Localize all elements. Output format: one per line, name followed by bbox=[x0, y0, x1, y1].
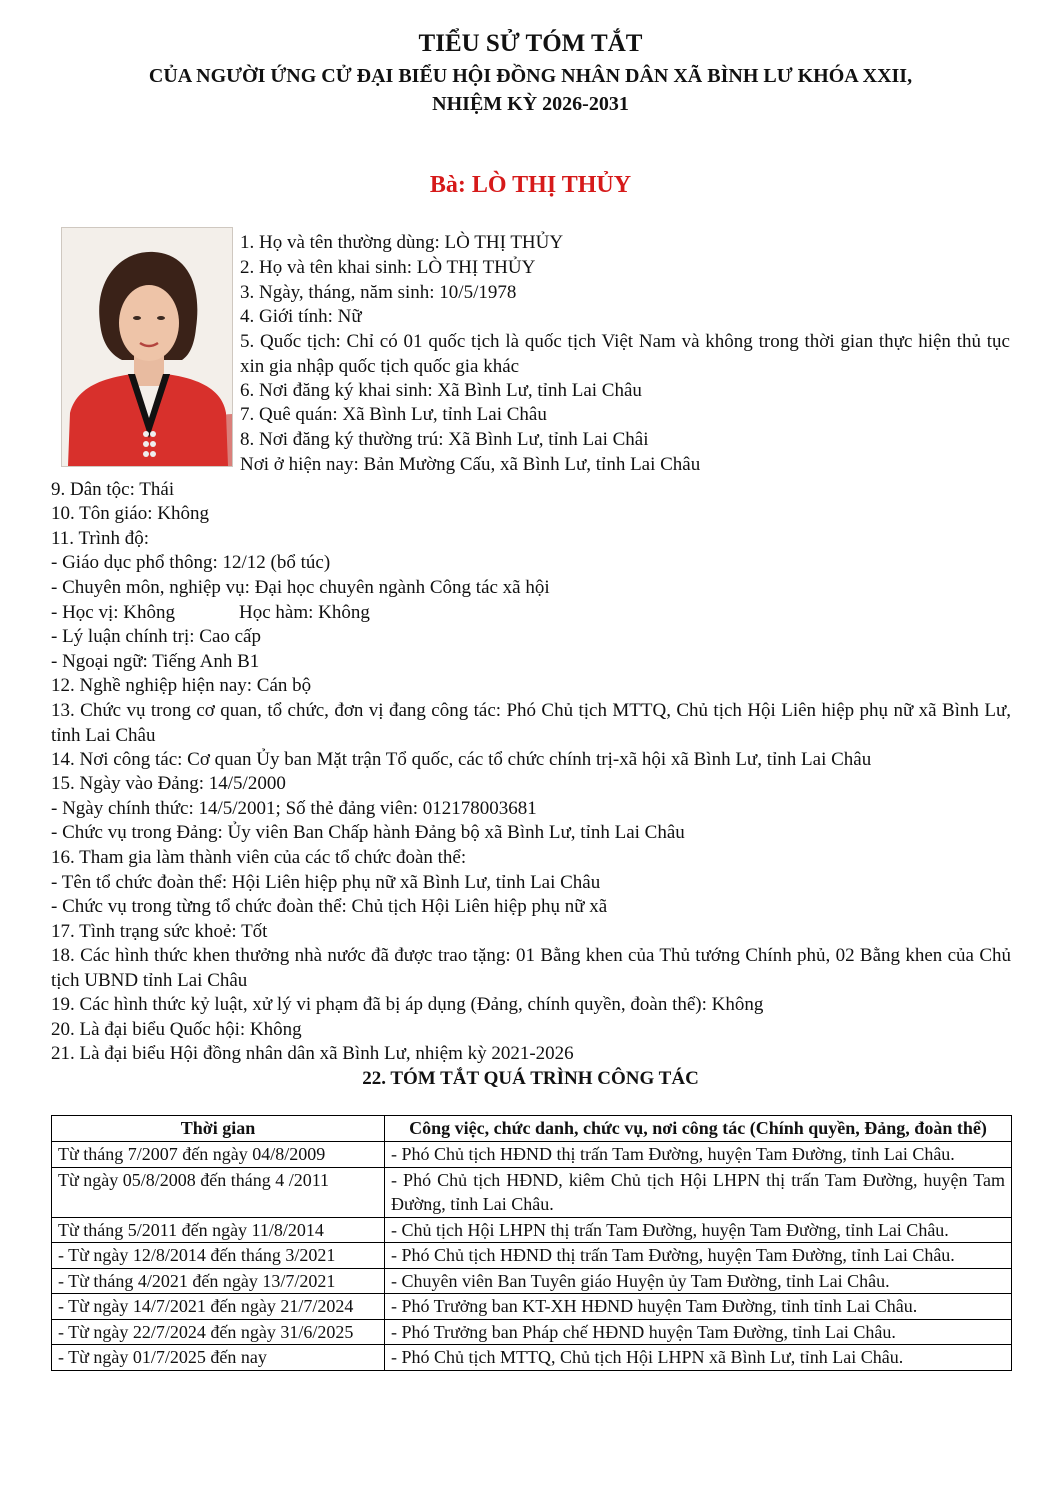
bio-council-member: 21. Là đại biểu Hội đồng nhân dân xã Bình Lư, nhiệm kỳ 2021-2026 bbox=[51, 1043, 574, 1064]
bio-position: 13. Chức vụ trong cơ quan, tổ chức, đơn vị đang công tác: Phó Chủ tịch MTTQ, Chủ tịch Hội Liên hiệp phụ nữ xã Bình Lư, tỉnh Lai Châu bbox=[51, 700, 1011, 746]
time-cell: Từ tháng 5/2011 đến ngày 11/8/2014 bbox=[52, 1217, 385, 1243]
bio-political-theory: - Lý luận chính trị: Cao cấp bbox=[51, 626, 261, 647]
time-cell: - Từ ngày 01/7/2025 đến nay bbox=[52, 1345, 385, 1371]
bio-party-admission-date: 15. Ngày vào Đảng: 14/5/2000 bbox=[51, 773, 286, 794]
job-cell: - Phó Chủ tịch MTTQ, Chủ tịch Hội LHPN xã Bình Lư, tỉnh Lai Châu. bbox=[385, 1345, 1012, 1371]
bio-occupation: 12. Nghề nghiệp hiện nay: Cán bộ bbox=[51, 675, 312, 696]
bio-organization-position: - Chức vụ trong từng tổ chức đoàn thể: Chủ tịch Hội Liên hiệp phụ nữ xã bbox=[51, 896, 608, 917]
bio-common-name: 1. Họ và tên thường dùng: LÒ THỊ THỦY bbox=[240, 232, 564, 253]
table-row bbox=[52, 1142, 1012, 1168]
bio-gender: 4. Giới tính: Nữ bbox=[240, 306, 362, 327]
job-cell: - Phó Trưởng ban KT-XH HĐND huyện Tam Đường, tỉnh tỉnh Lai Châu. bbox=[385, 1294, 1012, 1320]
bio-current-residence: Nơi ở hiện nay: Bản Mường Cấu, xã Bình Lư, tỉnh Lai Châu bbox=[240, 454, 701, 475]
bio-date-of-birth: 3. Ngày, tháng, năm sinh: 10/5/1978 bbox=[240, 282, 517, 303]
bio-health-status: 17. Tình trạng sức khoẻ: Tốt bbox=[51, 921, 268, 942]
bio-party-official-date: - Ngày chính thức: 14/5/2001; Số thẻ đảng viên: 012178003681 bbox=[51, 798, 537, 819]
job-cell: - Phó Trưởng ban Pháp chế HĐND huyện Tam Đường, tỉnh Lai Châu. bbox=[385, 1319, 1012, 1345]
bio-organization-name: - Tên tổ chức đoàn thể: Hội Liên hiệp phụ nữ xã Bình Lư, tỉnh Lai Châu bbox=[51, 872, 601, 893]
time-cell: - Từ ngày 22/7/2024 đến ngày 31/6/2025 bbox=[52, 1319, 385, 1345]
bio-education-heading: 11. Trình độ: bbox=[51, 528, 150, 549]
job-cell: - Phó Chủ tịch HĐND, kiêm Chủ tịch Hội LHPN thị trấn Tam Đường, huyện Tam Đường, tỉnh Lai Châu. bbox=[385, 1167, 1012, 1217]
time-cell: Từ ngày 05/8/2008 đến tháng 4 /2011 bbox=[52, 1167, 385, 1217]
document-subtitle-line2: NHIỆM KỲ 2026-2031 bbox=[432, 93, 629, 115]
bio-specialization: - Chuyên môn, nghiệp vụ: Đại học chuyên ngành Công tác xã hội bbox=[51, 577, 550, 598]
table-row bbox=[52, 1268, 1012, 1294]
document-title: TIỂU SỬ TÓM TẮT bbox=[418, 30, 643, 57]
time-cell: Từ tháng 7/2007 đến ngày 04/8/2009 bbox=[52, 1142, 385, 1168]
time-cell: - Từ ngày 12/8/2014 đến tháng 3/2021 bbox=[52, 1243, 385, 1269]
bio-party-position: - Chức vụ trong Đảng: Ủy viên Ban Chấp hành Đảng bộ xã Bình Lư, tỉnh Lai Châu bbox=[51, 822, 685, 843]
table-row bbox=[52, 1243, 1012, 1269]
job-cell: - Chủ tịch Hội LHPN thị trấn Tam Đường, huyện Tam Đường, tỉnh Lai Châu. bbox=[385, 1217, 1012, 1243]
column-header-time: Thời gian bbox=[52, 1116, 385, 1142]
bio-religion: 10. Tôn giáo: Không bbox=[51, 503, 209, 524]
bio-academic-title: Học hàm: Không bbox=[239, 602, 370, 623]
bio-foreign-language: - Ngoại ngữ: Tiếng Anh B1 bbox=[51, 651, 260, 672]
work-history-title: 22. TÓM TẮT QUÁ TRÌNH CÔNG TÁC bbox=[362, 1068, 699, 1089]
table-row bbox=[52, 1217, 1012, 1243]
column-header-job: Công việc, chức danh, chức vụ, nơi công tác (Chính quyền, Đảng, đoàn thể) bbox=[385, 1116, 1012, 1142]
bio-birth-registration: 6. Nơi đăng ký khai sinh: Xã Bình Lư, tỉnh Lai Châu bbox=[240, 380, 642, 401]
bio-awards: 18. Các hình thức khen thưởng nhà nước đã được trao tặng: 01 Bằng khen của Thủ tướng Chính phủ, 02 Bằng khen của Chủ tịch UBND tỉnh Lai Châu bbox=[51, 945, 1011, 991]
bio-disciplinary: 19. Các hình thức kỷ luật, xử lý vi phạm đã bị áp dụng (Đảng, chính quyền, đoàn thể): Không bbox=[51, 994, 764, 1015]
bio-academic-degree: - Học vị: Không bbox=[51, 602, 176, 623]
bio-hometown: 7. Quê quán: Xã Bình Lư, tỉnh Lai Châu bbox=[240, 404, 547, 425]
table-row bbox=[52, 1294, 1012, 1320]
bio-ethnicity: 9. Dân tộc: Thái bbox=[51, 479, 175, 500]
job-cell: - Phó Chủ tịch HĐND thị trấn Tam Đường, huyện Tam Đường, tỉnh Lai Châu. bbox=[385, 1142, 1012, 1168]
job-cell: - Chuyên viên Ban Tuyên giáo Huyện ủy Tam Đường, tỉnh Lai Châu. bbox=[385, 1268, 1012, 1294]
bio-national-assembly: 20. Là đại biểu Quốc hội: Không bbox=[51, 1019, 302, 1040]
table-header-row bbox=[52, 1116, 1012, 1142]
time-cell: - Từ ngày 14/7/2021 đến ngày 21/7/2024 bbox=[52, 1294, 385, 1320]
candidate-portrait-photo bbox=[61, 227, 233, 467]
table-row bbox=[52, 1345, 1012, 1371]
table-row bbox=[52, 1167, 1012, 1217]
job-cell: - Phó Chủ tịch HĐND thị trấn Tam Đường, huyện Tam Đường, tỉnh Lai Châu. bbox=[385, 1243, 1012, 1269]
bio-organizations-heading: 16. Tham gia làm thành viên của các tổ chức đoàn thể: bbox=[51, 847, 467, 868]
work-history-table bbox=[51, 1115, 1012, 1371]
bio-workplace: 14. Nơi công tác: Cơ quan Ủy ban Mặt trận Tổ quốc, các tổ chức chính trị-xã hội xã Bình Lư, tỉnh Lai Châu bbox=[51, 749, 872, 770]
time-cell: - Từ tháng 4/2021 đến ngày 13/7/2021 bbox=[52, 1268, 385, 1294]
table-row bbox=[52, 1319, 1012, 1345]
document-subtitle-line1: CỦA NGƯỜI ỨNG CỬ ĐẠI BIỂU HỘI ĐỒNG NHÂN DÂN XÃ BÌNH LƯ KHÓA XXII, bbox=[148, 65, 913, 87]
bio-permanent-residence: 8. Nơi đăng ký thường trú: Xã Bình Lư, tỉnh Lai Châi bbox=[240, 429, 649, 450]
bio-birth-name: 2. Họ và tên khai sinh: LÒ THỊ THỦY bbox=[240, 257, 536, 278]
bio-nationality: 5. Quốc tịch: Chỉ có 01 quốc tịch là quốc tịch Việt Nam và không trong thời gian thực hiện thủ tục xin gia nhập quốc tịch quốc gia khác bbox=[240, 331, 1010, 377]
portrait-image bbox=[62, 228, 232, 466]
candidate-name-heading: Bà: LÒ THỊ THỦY bbox=[429, 172, 632, 198]
bio-general-education: - Giáo dục phổ thông: 12/12 (bổ túc) bbox=[51, 552, 331, 573]
